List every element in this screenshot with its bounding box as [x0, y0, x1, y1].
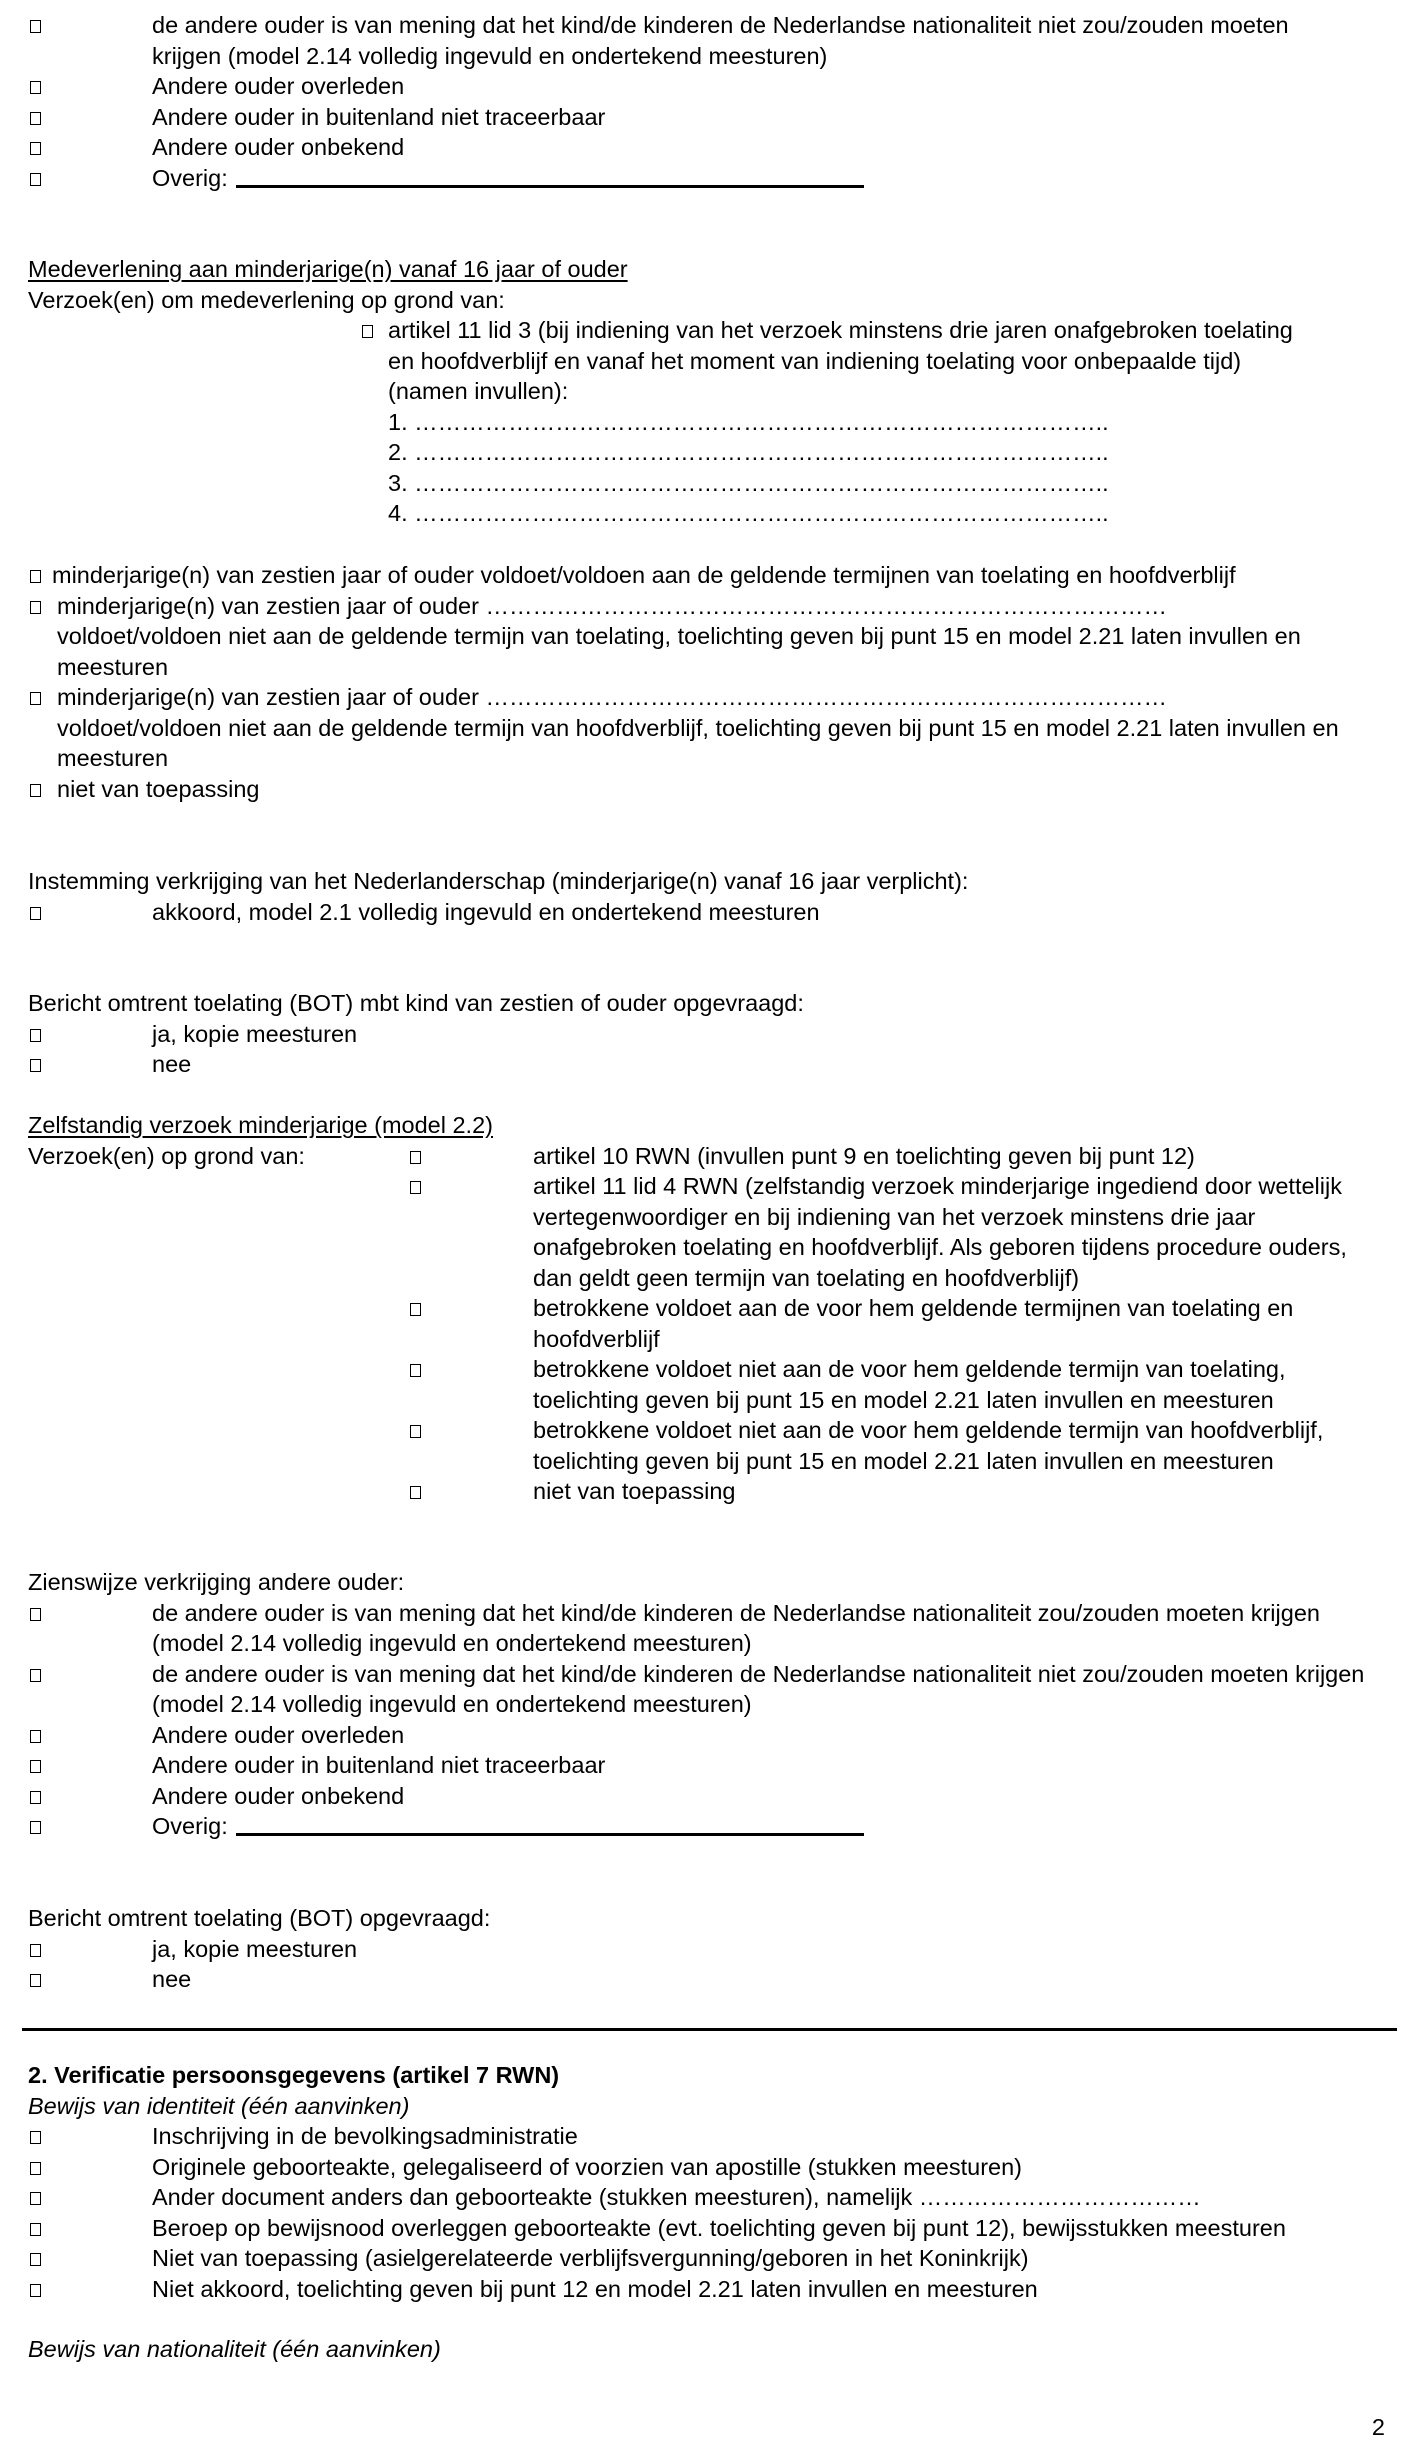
checkbox-item[interactable]: Andere ouder in buitenland niet traceerbaar: [0, 102, 1417, 133]
section-label: Verzoek(en) op grond van:: [28, 1142, 305, 1169]
checkbox-item[interactable]: Niet akkoord, toelichting geven bij punt 12 en model 2.21 laten invullen en meesturen: [0, 2274, 1417, 2305]
overig-input-line[interactable]: [236, 1813, 864, 1836]
checkbox-item[interactable]: Niet van toepassing (asielgerelateerde verblijfsvergunning/geboren in het Koninkrijk): [0, 2243, 1417, 2274]
bot-section: [0, 1903, 1417, 1995]
checkbox-icon[interactable]: [30, 1974, 41, 1987]
checkbox-item[interactable]: Originele geboorteakte, gelegaliseerd of voorzien van apostille (stukken meesturen): [0, 2152, 1417, 2183]
checkbox-item[interactable]: Andere ouder in buitenland niet traceerbaar: [0, 1750, 1417, 1781]
checkbox-item[interactable]: Ander document anders dan geboorteakte (stukken meesturen), namelijk ………………………………: [0, 2182, 1417, 2213]
checkbox-icon[interactable]: [30, 1760, 41, 1773]
checkbox-icon[interactable]: [30, 907, 41, 920]
medeverlening-section: [0, 254, 1417, 529]
checkbox-icon[interactable]: [30, 1608, 41, 1621]
checkbox-item[interactable]: de andere ouder is van mening dat het kind/de kinderen de Nederlandse nationaliteit zou/zouden moeten krijgen (model 2.14 volledig ingevuld en ondertekend meesturen): [0, 1598, 1417, 1659]
checkbox-item[interactable]: minderjarige(n) van zestien jaar of ouder …………………………………………………………………………… voldoet/voldoen niet aan de geldende termijn van hoofdverblijf, toelichting geven bij punt 15 en model 2.21 laten invullen en meesturen: [0, 682, 1417, 774]
instemming-section: [0, 866, 1417, 927]
checkbox-icon[interactable]: [30, 2131, 41, 2144]
checkbox-item[interactable]: ja, kopie meesturen: [0, 1934, 1417, 1965]
identity-label: Bewijs van identiteit (één aanvinken): [28, 2092, 410, 2119]
checkbox-icon[interactable]: [30, 20, 41, 33]
checkbox-item[interactable]: artikel 11 lid 3 (bij indiening van het verzoek minstens drie jaren onafgebroken toelating en hoofdverblijf en vanaf het moment van indiening toelating voor onbepaalde tijd) (namen invullen):: [0, 315, 1417, 407]
checkbox-icon[interactable]: [410, 1181, 421, 1194]
page-number: 2: [1371, 2414, 1385, 2440]
checkbox-icon[interactable]: [410, 1486, 421, 1499]
other-parent-list-top: [0, 10, 1417, 193]
section-title: 2. Verificatie persoonsgegevens (artikel 7 RWN): [28, 2062, 560, 2088]
nationality-label: Bewijs van nationaliteit (één aanvinken): [28, 2336, 441, 2362]
checkbox-icon[interactable]: [30, 173, 41, 186]
checkbox-item[interactable]: Andere ouder onbekend: [0, 1781, 1417, 1812]
checkbox-item[interactable]: minderjarige(n) van zestien jaar of ouder voldoet/voldoen aan de geldende termijnen van toelating en hoofdverblijf: [0, 560, 1417, 591]
checkbox-item[interactable]: betrokkene voldoet aan de voor hem geldende termijnen van toelating en hoofdverblijf: [0, 1293, 1417, 1354]
checkbox-icon[interactable]: [30, 692, 41, 705]
checkbox-item[interactable]: artikel 11 lid 4 RWN (zelfstandig verzoek minderjarige ingediend door wettelijk vertegenwoordiger en bij indiening van het verzoek minstens drie jaar onafgebroken toelating en hoofdverblijf. Als geboren tijdens procedure ouders, dan geldt geen termijn van toelating en hoofdverblijf): [0, 1171, 1417, 1293]
checkbox-icon[interactable]: [30, 784, 41, 797]
checkbox-item[interactable]: Beroep op bewijsnood overleggen geboorteakte (evt. toelichting geven bij punt 12), bewijsstukken meesturen: [0, 2213, 1417, 2244]
checkbox-icon[interactable]: [30, 1944, 41, 1957]
name-line[interactable]: 3. ……………………………………………………………………………..: [388, 469, 1109, 496]
section-heading: Zelfstandig verzoek minderjarige (model 2.2): [28, 1112, 493, 1138]
checkbox-item[interactable]: niet van toepassing: [0, 774, 1417, 805]
checkbox-icon[interactable]: [410, 1364, 421, 1377]
checkbox-item[interactable]: Andere ouder overleden: [0, 1720, 1417, 1751]
checkbox-icon[interactable]: [30, 2223, 41, 2236]
checkbox-item[interactable]: minderjarige(n) van zestien jaar of ouder …………………………………………………………………………… voldoet/voldoen niet aan de geldende termijn van toelating, toelichting geven bij punt 15 en model 2.21 laten invullen en meesturen: [0, 591, 1417, 683]
checkbox-icon[interactable]: [30, 1821, 41, 1834]
checkbox-item[interactable]: nee: [0, 1964, 1417, 1995]
checkbox-icon[interactable]: [30, 142, 41, 155]
checkbox-icon[interactable]: [30, 1029, 41, 1042]
checkbox-item[interactable]: Andere ouder overleden: [0, 71, 1417, 102]
checkbox-icon[interactable]: [30, 1059, 41, 1072]
checkbox-item[interactable]: nee: [0, 1049, 1417, 1080]
checkbox-item[interactable]: Andere ouder onbekend: [0, 132, 1417, 163]
checkbox-item[interactable]: de andere ouder is van mening dat het kind/de kinderen de Nederlandse nationaliteit niet zou/zouden moeten krijgen (model 2.14 volledig ingevuld en ondertekend meesturen): [0, 1659, 1417, 1720]
name-line[interactable]: 2. ……………………………………………………………………………..: [388, 439, 1109, 465]
section-label: Bericht omtrent toelating (BOT) mbt kind van zestien of ouder opgevraagd:: [28, 990, 804, 1016]
section-2: [0, 2060, 1417, 2365]
zelfstandig-section: [0, 1110, 1417, 1507]
section-intro: Verzoek(en) om medeverlening op grond van:: [28, 286, 505, 313]
bot-kind-section: [0, 988, 1417, 1080]
checkbox-icon[interactable]: [30, 1791, 41, 1804]
checkbox-icon[interactable]: [30, 2253, 41, 2266]
checkbox-icon[interactable]: [410, 1151, 421, 1164]
checkbox-icon[interactable]: [30, 1669, 41, 1682]
zienswijze-section: [0, 1567, 1417, 1842]
checkbox-item[interactable]: Inschrijving in de bevolkingsadministratie: [0, 2121, 1417, 2152]
name-line[interactable]: 4. ……………………………………………………………………………..: [388, 500, 1109, 526]
section-label: Bericht omtrent toelating (BOT) opgevraagd:: [28, 1905, 491, 1931]
medeverlening-options: [0, 560, 1417, 804]
checkbox-item[interactable]: niet van toepassing: [0, 1476, 1417, 1507]
checkbox-icon[interactable]: [410, 1303, 421, 1316]
checkbox-item[interactable]: betrokkene voldoet niet aan de voor hem geldende termijn van hoofdverblijf, toelichting geven bij punt 15 en model 2.21 laten invullen en meesturen: [0, 1415, 1417, 1476]
checkbox-icon[interactable]: [30, 570, 41, 583]
checkbox-item[interactable]: betrokkene voldoet niet aan de voor hem geldende termijn van toelating, toelichting geven bij punt 15 en model 2.21 laten invullen en meesturen: [0, 1354, 1417, 1415]
checkbox-icon[interactable]: [30, 2162, 41, 2175]
checkbox-item[interactable]: ja, kopie meesturen: [0, 1019, 1417, 1050]
checkbox-icon[interactable]: [30, 112, 41, 125]
section-label: Zienswijze verkrijging andere ouder:: [28, 1569, 405, 1595]
overig-input-line[interactable]: [236, 165, 864, 188]
checkbox-item[interactable]: de andere ouder is van mening dat het kind/de kinderen de Nederlandse nationaliteit niet zou/zouden moeten krijgen (model 2.14 volledig ingevuld en ondertekend meesturen): [0, 10, 1417, 71]
checkbox-item-overig[interactable]: Overig:: [0, 1811, 1417, 1842]
section-divider: [22, 2028, 1397, 2031]
checkbox-icon[interactable]: [362, 325, 373, 338]
checkbox-icon[interactable]: [410, 1425, 421, 1438]
checkbox-icon[interactable]: [30, 1730, 41, 1743]
section-label: Instemming verkrijging van het Nederlanderschap (minderjarige(n) vanaf 16 jaar verplicht):: [28, 868, 969, 894]
checkbox-item-overig[interactable]: Overig:: [0, 163, 1417, 194]
checkbox-icon[interactable]: [30, 2284, 41, 2297]
checkbox-icon[interactable]: [30, 601, 41, 614]
checkbox-item[interactable]: akkoord, model 2.1 volledig ingevuld en ondertekend meesturen: [0, 897, 1417, 928]
checkbox-item[interactable]: artikel 10 RWN (invullen punt 9 en toelichting geven bij punt 12): [0, 1141, 1417, 1172]
checkbox-icon[interactable]: [30, 81, 41, 94]
name-line[interactable]: 1. ……………………………………………………………………………..: [388, 408, 1109, 435]
section-heading: Medeverlening aan minderjarige(n) vanaf 16 jaar of ouder: [28, 256, 628, 282]
checkbox-icon[interactable]: [30, 2192, 41, 2205]
